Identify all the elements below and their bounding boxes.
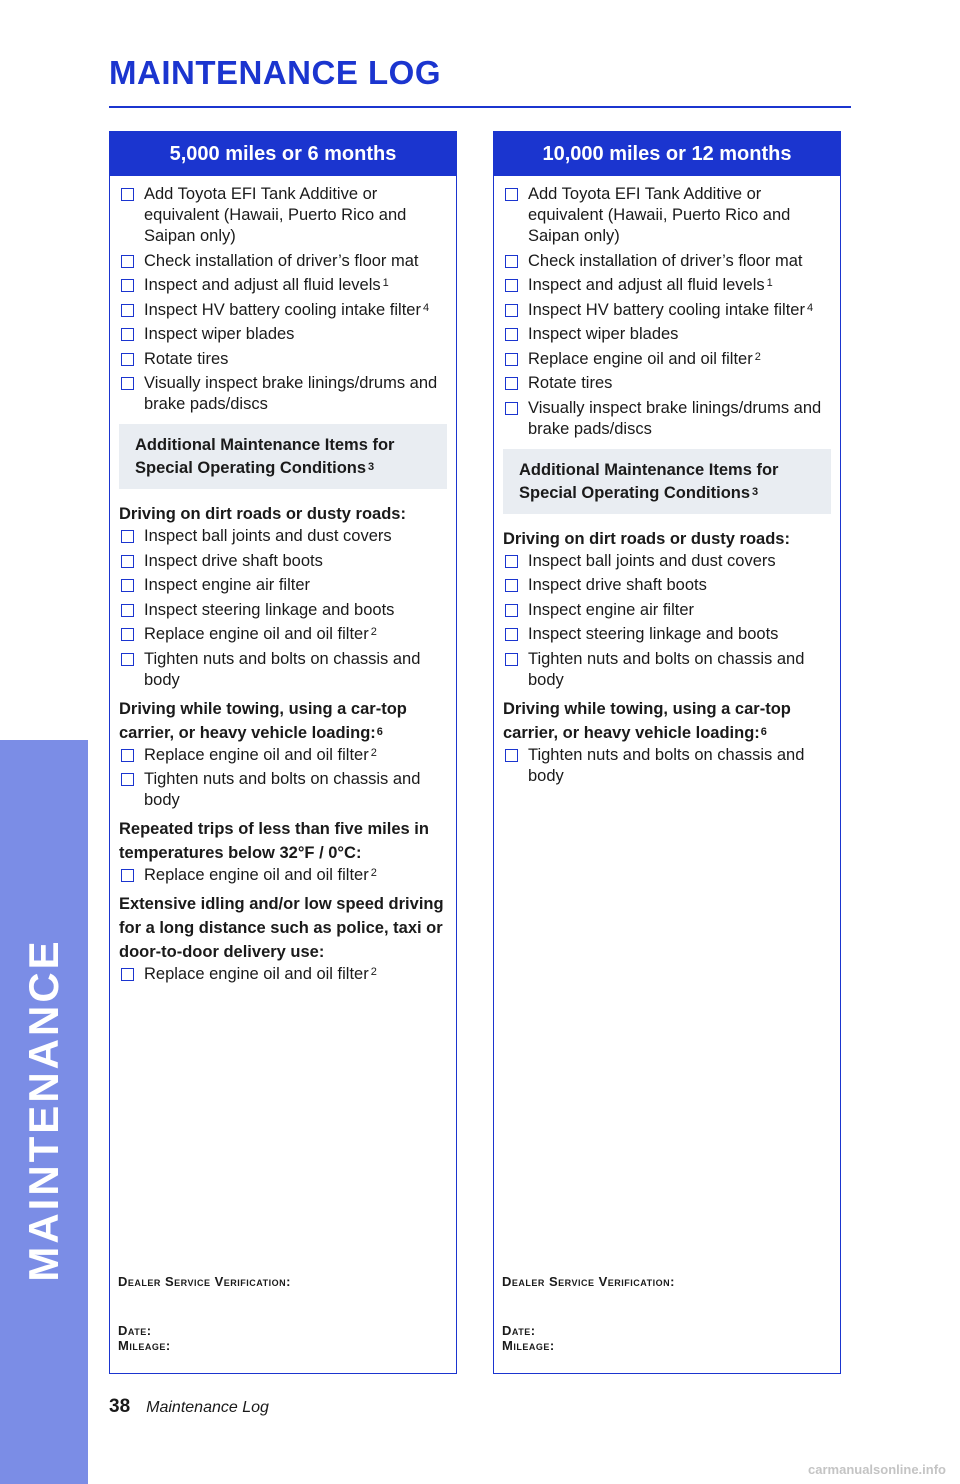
- footnote-ref: 3: [752, 485, 759, 498]
- checklist-item-label: Inspect and adjust all fluid levels: [528, 276, 765, 294]
- maintenance-column-5000: [109, 131, 457, 1374]
- checkbox[interactable]: [121, 304, 134, 317]
- checklist-item-text: [528, 551, 778, 572]
- special-conditions-title: Additional Maintenance Items for Special Operating Conditions: [519, 460, 779, 502]
- checklist-item: [503, 624, 831, 645]
- mileage-label: Mileage:: [118, 1338, 171, 1353]
- footnote-ref: 2: [370, 746, 377, 759]
- condition-heading: [503, 697, 831, 745]
- checklist-item-label: Inspect drive shaft boots: [528, 576, 707, 594]
- checklist-item: [119, 349, 447, 370]
- checkbox[interactable]: [121, 279, 134, 292]
- checkbox[interactable]: [121, 579, 134, 592]
- checkbox[interactable]: [121, 188, 134, 201]
- checkbox[interactable]: [505, 188, 518, 201]
- checklist-item: [503, 275, 831, 296]
- condition-heading: [119, 697, 447, 745]
- checkbox[interactable]: [121, 628, 134, 641]
- checkbox[interactable]: [121, 530, 134, 543]
- checklist-item-label: Tighten nuts and bolts on chassis and body: [528, 745, 805, 785]
- checklist-item: [119, 769, 447, 811]
- dealer-service-verification-label: Dealer Service Verification:: [118, 1274, 291, 1289]
- checklist-item: [503, 300, 831, 321]
- checklist-item-text: [528, 745, 831, 787]
- checkbox[interactable]: [121, 328, 134, 341]
- checklist-item: [119, 551, 447, 572]
- checklist-item-text: [528, 324, 680, 345]
- checklist-item-label: Inspect ball joints and dust covers: [144, 527, 392, 545]
- checklist-item: [503, 398, 831, 440]
- checklist-item-text: [144, 184, 447, 247]
- condition-heading: [119, 502, 447, 526]
- page-footer: [109, 1396, 269, 1418]
- side-section-tab-label: MAINTENANCE: [20, 938, 67, 1282]
- checklist-item-text: [144, 373, 447, 415]
- checklist-item: [119, 373, 447, 415]
- condition-heading: [119, 892, 447, 964]
- checklist-item-label: Inspect ball joints and dust covers: [528, 551, 776, 570]
- checklist-item: [503, 251, 831, 272]
- checkbox[interactable]: [505, 579, 518, 592]
- checklist-item: [119, 624, 447, 645]
- title-divider: [109, 106, 851, 108]
- checklist-item-label: Replace engine oil and oil filter: [144, 625, 369, 643]
- checkbox[interactable]: [505, 749, 518, 762]
- footnote-ref: 6: [760, 725, 767, 738]
- checklist-item-label: Add Toyota EFI Tank Additive or equivalent (Hawaii, Puerto Rico and Saipan only): [528, 185, 791, 245]
- footnote-ref: 3: [368, 461, 375, 473]
- checklist-item-text: [144, 769, 447, 811]
- checklist-item-text: [144, 600, 396, 621]
- checklist-item-text: [144, 624, 377, 645]
- checklist-item-text: [144, 324, 296, 345]
- checklist-item: [119, 275, 447, 296]
- checklist-item: [119, 600, 447, 621]
- checkbox[interactable]: [121, 773, 134, 786]
- footnote-ref: 2: [754, 350, 761, 363]
- checklist-item-text: [144, 251, 421, 272]
- checklist-item-label: Replace engine oil and oil filter: [528, 349, 753, 368]
- checklist-item: [119, 575, 447, 596]
- footnote-ref: 6: [376, 725, 383, 738]
- date-label: Date:: [502, 1323, 536, 1338]
- checkbox[interactable]: [505, 377, 518, 390]
- checkbox[interactable]: [121, 377, 134, 390]
- condition-title: Driving while towing, using a car-top carrier, or heavy vehicle loading:: [503, 699, 791, 742]
- checklist-item-text: [528, 600, 696, 621]
- condition-title: Driving on dirt roads or dusty roads:: [503, 529, 790, 548]
- checkbox[interactable]: [505, 628, 518, 641]
- condition-heading: [503, 527, 831, 551]
- checklist-item: [503, 324, 831, 345]
- checklist-item: [503, 184, 831, 247]
- checklist-item-label: Rotate tires: [528, 374, 613, 392]
- checklist-item: [119, 649, 447, 691]
- checklist-item-text: [144, 575, 312, 596]
- checkbox[interactable]: [121, 968, 134, 981]
- checklist-item-text: [528, 624, 780, 645]
- checkbox[interactable]: [505, 555, 518, 568]
- checkbox[interactable]: [505, 255, 518, 268]
- checkbox[interactable]: [121, 869, 134, 882]
- checkbox[interactable]: [505, 279, 518, 292]
- checklist-item-text: [144, 526, 394, 547]
- checklist-item: [119, 865, 447, 886]
- checkbox[interactable]: [121, 555, 134, 568]
- checklist-item: [119, 251, 447, 272]
- checklist-item: [503, 349, 831, 370]
- checkbox[interactable]: [505, 353, 518, 366]
- special-conditions-heading: [119, 424, 447, 489]
- checklist-item-label: Visually inspect brake linings/drums and brake pads/discs: [528, 398, 822, 438]
- footnote-ref: 4: [422, 301, 430, 314]
- checklist-item-text: [144, 300, 429, 321]
- footer-label: Maintenance Log: [146, 1399, 269, 1416]
- checklist-item: [119, 324, 447, 345]
- checkbox[interactable]: [121, 749, 134, 762]
- checklist-item-text: [144, 865, 377, 886]
- checklist-item-text: [144, 964, 377, 985]
- special-conditions-heading: [503, 449, 831, 514]
- checklist-item: [119, 300, 447, 321]
- footnote-ref: 1: [382, 277, 389, 289]
- checkbox[interactable]: [505, 328, 518, 341]
- checklist-item-label: Inspect HV battery cooling intake filter: [144, 300, 421, 319]
- date-label: Date:: [118, 1323, 152, 1338]
- checklist-item-label: Inspect and adjust all fluid levels: [144, 276, 381, 294]
- checklist-item-label: Inspect engine air filter: [144, 576, 311, 594]
- checklist-item: [119, 526, 447, 547]
- condition-heading: [119, 817, 447, 865]
- checklist-item-text: [144, 649, 447, 691]
- checklist-item-text: [528, 300, 813, 321]
- checklist-item-label: Tighten nuts and bolts on chassis and body: [528, 649, 805, 689]
- checkbox[interactable]: [121, 604, 134, 617]
- footnote-ref: 2: [370, 867, 377, 879]
- checklist-item-text: [528, 275, 773, 296]
- page-title: MAINTENANCE LOG: [109, 54, 441, 91]
- checklist-item-label: Add Toyota EFI Tank Additive or equivalent (Hawaii, Puerto Rico and Saipan only): [144, 185, 407, 245]
- checklist-item-label: Inspect engine air filter: [528, 600, 695, 619]
- checklist-item: [119, 745, 447, 766]
- checkbox[interactable]: [505, 402, 518, 415]
- checklist-item: [503, 649, 831, 691]
- checklist-item-label: Inspect drive shaft boots: [144, 551, 323, 570]
- checklist-item-text: [528, 349, 761, 370]
- checklist-item-label: Tighten nuts and bolts on chassis and body: [144, 649, 421, 689]
- column-body: [494, 176, 840, 787]
- checklist-item: [503, 600, 831, 621]
- checklist-item-label: Tighten nuts and bolts on chassis and body: [144, 770, 421, 809]
- dealer-verification: [118, 1274, 291, 1353]
- checklist-item-text: [528, 184, 831, 247]
- checklist-item: [119, 184, 447, 247]
- checklist-item-text: [528, 649, 831, 691]
- checklist-item-text: [528, 575, 709, 596]
- checklist-item-text: [144, 349, 230, 370]
- checklist-item-label: Check installation of driver’s floor mat: [528, 251, 803, 270]
- checklist-item: [503, 373, 831, 394]
- condition-title: Repeated trips of less than five miles in temperatures below 32°F / 0°C:: [119, 820, 429, 862]
- condition-title: Driving while towing, using a car-top carrier, or heavy vehicle loading:: [119, 699, 407, 742]
- checkbox[interactable]: [121, 255, 134, 268]
- checkbox[interactable]: [505, 653, 518, 666]
- interval-header: 10,000 miles or 12 months: [494, 132, 840, 176]
- checkbox[interactable]: [121, 653, 134, 666]
- checklist-item-text: [144, 275, 389, 296]
- checklist-item: [503, 575, 831, 596]
- checklist-item-label: Visually inspect brake linings/drums and brake pads/discs: [144, 374, 438, 413]
- checkbox[interactable]: [121, 353, 134, 366]
- checklist-item-label: Rotate tires: [144, 349, 229, 368]
- footnote-ref: 2: [370, 966, 377, 978]
- checklist-item: [119, 964, 447, 985]
- condition-title: Driving on dirt roads or dusty roads:: [119, 505, 406, 523]
- checklist-item-label: Inspect wiper blades: [144, 325, 295, 343]
- condition-title: Extensive idling and/or low speed driving for a long distance such as police, taxi or door-to-door delivery use:: [119, 895, 444, 961]
- watermark: carmanualsonline.info: [808, 1462, 946, 1477]
- checklist-item-label: Check installation of driver’s floor mat: [144, 251, 419, 270]
- checklist-item-label: Inspect wiper blades: [528, 325, 679, 343]
- footnote-ref: 4: [806, 301, 814, 314]
- special-conditions-title: Additional Maintenance Items for Special Operating Conditions: [135, 436, 395, 477]
- checkbox[interactable]: [505, 604, 518, 617]
- checklist-item-label: Inspect steering linkage and boots: [144, 600, 395, 619]
- mileage-label: Mileage:: [502, 1338, 555, 1353]
- interval-header: 5,000 miles or 6 months: [110, 132, 456, 176]
- checkbox[interactable]: [505, 304, 518, 317]
- checklist-item-label: Inspect steering linkage and boots: [528, 625, 779, 643]
- checklist-item-text: [528, 251, 805, 272]
- dealer-verification: [502, 1274, 675, 1353]
- checklist-item-label: Replace engine oil and oil filter: [144, 745, 369, 764]
- footnote-ref: 2: [370, 626, 377, 638]
- checklist-item-text: [528, 398, 831, 440]
- dealer-service-verification-label: Dealer Service Verification:: [502, 1274, 675, 1289]
- footnote-ref: 1: [766, 277, 773, 289]
- checklist-item-text: [528, 373, 614, 394]
- checklist-item-label: Replace engine oil and oil filter: [144, 965, 369, 983]
- maintenance-column-10000: [493, 131, 841, 1374]
- checklist-item-text: [144, 551, 325, 572]
- checklist-item-text: [144, 745, 377, 766]
- column-body: [110, 176, 456, 985]
- checklist-item: [503, 551, 831, 572]
- checklist-item-label: Inspect HV battery cooling intake filter: [528, 300, 805, 319]
- page-number: 38: [109, 1396, 131, 1417]
- checklist-item: [503, 745, 831, 787]
- checklist-item-label: Replace engine oil and oil filter: [144, 866, 369, 884]
